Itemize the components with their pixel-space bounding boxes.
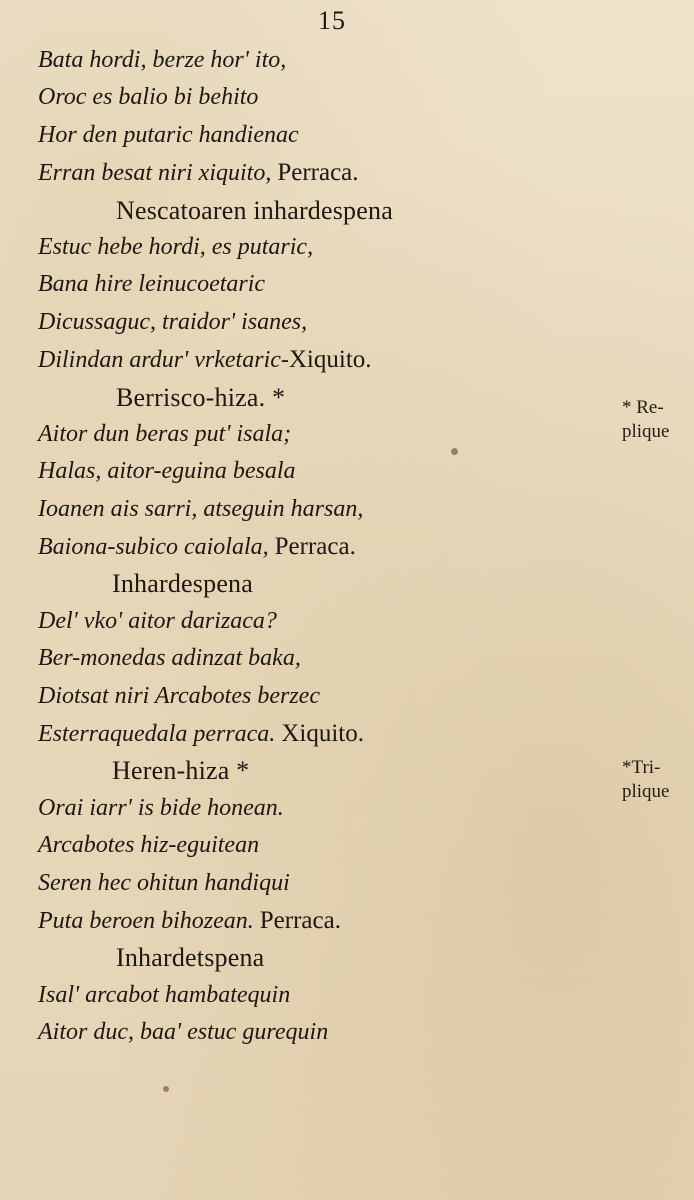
verse-line: Bata hordi, berze hor' ito, (38, 47, 287, 73)
ink-spot (451, 448, 458, 455)
page-number: 15 (318, 6, 346, 35)
verse-line: Diotsat niri Arcabotes berzec (38, 682, 320, 709)
verse-line: Erran besat niri xiquito, Perraca. (38, 159, 359, 187)
refrain-word: Perraca. (274, 533, 356, 561)
refrain-word: Perraca. (277, 159, 359, 187)
verse-line: Aitor dun beras put' isala; (38, 420, 292, 447)
verse-line: Puta beroen bihozean. Perraca. (38, 906, 341, 934)
margin-note-replique: * Re- plique (622, 397, 670, 442)
section-heading: Nescatoaren inhardespena (116, 195, 393, 225)
verse-line: Isal' arcabot hambatequin (38, 981, 291, 1008)
verse-line: Orai iarr' is bide honean. (38, 794, 284, 821)
margin-note-triplique: *Tri- plique (622, 757, 670, 802)
verse-line: Hor den putaric handienac (38, 121, 299, 148)
section-heading: Inhardetspena (116, 943, 265, 973)
verse-line: Dicussaguc, traidor' isanes, (38, 308, 308, 335)
verse-line: Seren hec ohitun handiqui (38, 869, 290, 896)
verse-line: Baiona-subico caiolala, Perraca. (38, 533, 356, 561)
verse-line: Bana hire leinucoetaric (38, 271, 266, 298)
verse-line: Esterraquedala perraca. Xiquito. (38, 720, 364, 748)
section-heading: Berrisco-hiza. * (116, 382, 286, 412)
verse-line: Ber-monedas adinzat baka, (38, 645, 301, 672)
verse-line: Estuc hebe hordi, es putaric, (38, 233, 314, 260)
verse-text-column (38, 42, 598, 1052)
section-heading: Inhardespena (112, 569, 253, 599)
verse-line: Aitor duc, baa' estuc gurequin (38, 1019, 329, 1046)
refrain-word: Perraca. (259, 906, 341, 934)
refrain-word: Xiquito. (288, 346, 372, 374)
ink-spot (163, 1086, 169, 1092)
verse-line: Del' vko' aitor darizaca? (38, 607, 277, 634)
verse-line: Oroc es balio bi behito (38, 84, 259, 111)
refrain-word: Xiquito. (281, 720, 364, 748)
verse-line: Halas, aitor-eguina besala (38, 458, 296, 485)
verse-line: Arcabotes hiz-eguitean (38, 832, 260, 859)
section-heading: Heren-hiza * (112, 756, 250, 786)
verse-line: Dilindan ardur' vrketaric-Xiquito. (38, 346, 372, 374)
verse-line: Ioanen ais sarri, atseguin harsan, (38, 495, 364, 522)
